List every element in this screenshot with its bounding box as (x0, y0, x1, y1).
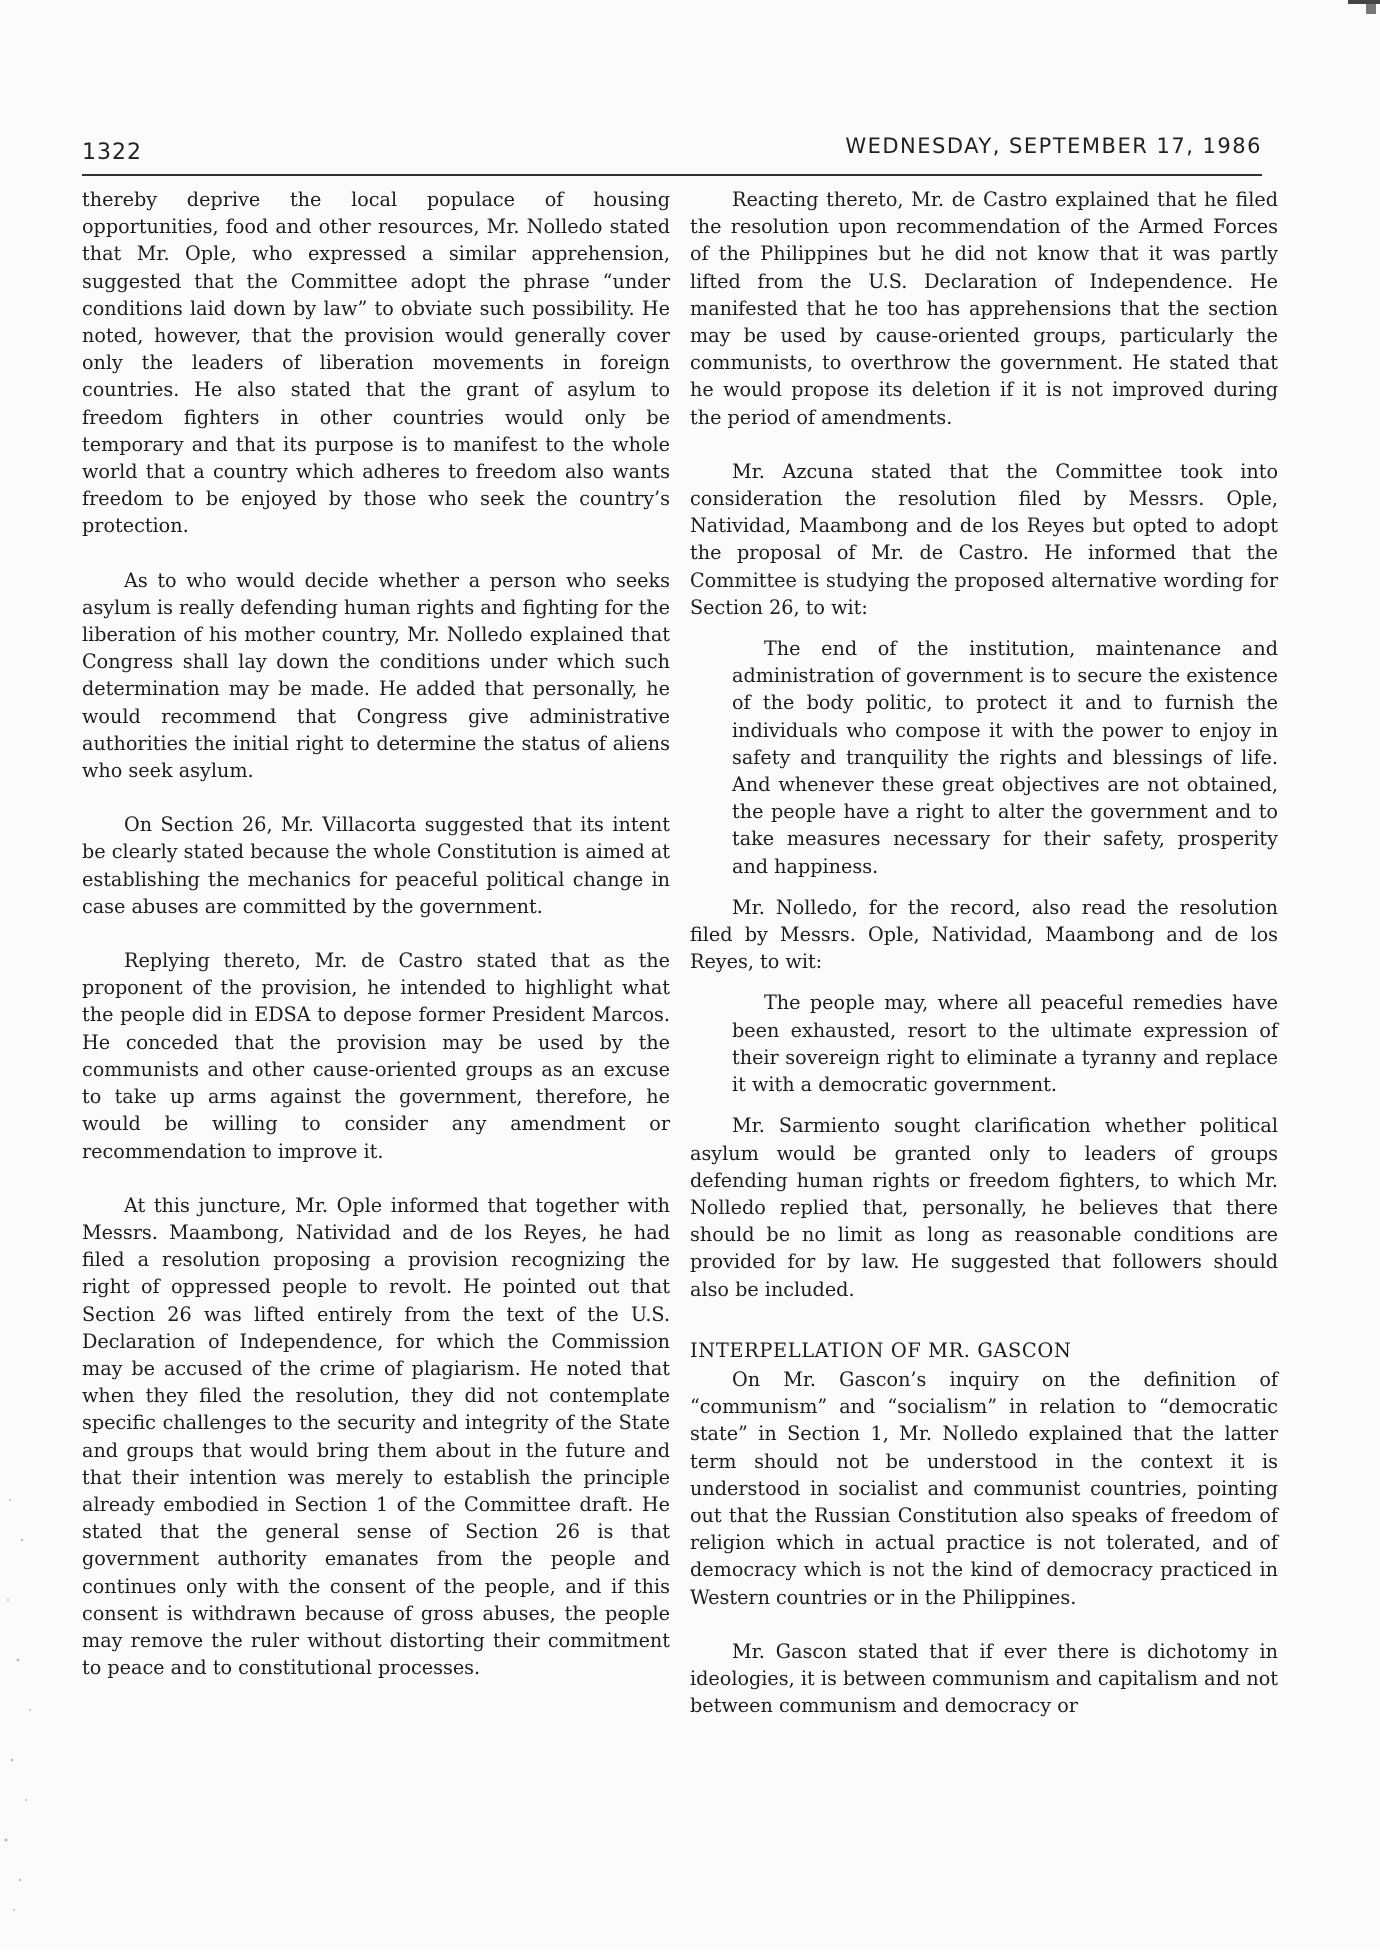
paragraph: Reacting thereto, Mr. de Castro explained that he filed the resolution upon recommendation of the Armed Forces of the Philippines but he did not know that it was partly lifted from the U.S. Declaration of Independence. He manifested that he too has apprehensions that the section may be used by cause-oriented groups, particularly the communists, to overthrow the government. He stated that he would propose its deletion if it is not improved during the period of amendments. (690, 188, 1278, 429)
page-date: WEDNESDAY, SEPTEMBER 17, 1986 (845, 134, 1262, 158)
paragraph: Mr. Azcuna stated that the Committee took into consideration the resolution filed by Messrs. Ople, Natividad, Maambong and de los Reyes but opted to adopt the proposal of Mr. de Castro. He informed that the Committee is studying the proposed alternative wording for Section 26, to wit: (690, 459, 1278, 619)
paragraph: thereby deprive the local populace of housing opportunities, food and other resources, Mr. Nolledo stated that Mr. Ople, who expressed a similar apprehension, suggested that the Committee adopt the phrase “under conditions laid down by law” to obviate such possibility. He noted, however, that the provision would generally cover only the leaders of liberation movements in foreign countries. He also stated that the grant of asylum to freedom fighters in other countries would only be temporary and that its purpose is to manifest to the whole world that a country which adheres to freedom also wants freedom to be enjoyed by those who seek the country’s protection. (82, 188, 670, 538)
paragraph: On Section 26, Mr. Villacorta suggested that its intent be clearly stated because the whole Constitution is aimed at establishing the mechanics for peaceful political change in case abuses are committed by the government. (82, 813, 670, 918)
block-quote: The people may, where all peaceful remedies have been exhausted, resort to the ultimate expression of their sovereign right to eliminate a tyranny and replace it with a democratic government. (732, 991, 1278, 1097)
paragraph: On Mr. Gascon’s inquiry on the definition of “communism” and “socialism” in relation to “democratic state” in Section 1, Mr. Nolledo explained that the latter term should not be understood in the context it is understood in socialist and communist countries, pointing out that the Russian Constitution also speaks of freedom of religion which in actual practice is not tolerated, and of democracy which is not the kind of democracy practiced in Western countries or in the Philippines. (690, 1367, 1278, 1609)
section-heading: INTERPELLATION OF MR. GASCON (690, 1338, 1072, 1362)
block-quote: The end of the institution, maintenance and administration of government is to secure the existence of the body politic, to protect it and to furnish the individuals who compose it with the power to enjoy in safety and tranquility the rights and blessings of life. And whenever these great objectives are not obtained, the people have a right to alter the government and to take measures necessary for their safety, prosperity and happiness. (732, 637, 1278, 878)
page-number: 1322 (82, 140, 142, 165)
left-column (82, 186, 670, 1708)
scan-corner-mark (1340, 0, 1380, 30)
right-column (690, 186, 1278, 1746)
paragraph: At this juncture, Mr. Ople informed that together with Messrs. Maambong, Natividad and de los Reyes, he had filed a resolution proposing a provision recognizing the right of oppressed people to revolt. He pointed out that Section 26 was lifted entirely from the text of the U.S. Declaration of Independence, for which the Commission may be accused of the crime of plagiarism. He noted that when they filed the resolution, they did not contemplate specific challenges to the security and integrity of the State and groups that would bring them about in the future and that their intention was merely to establish the principle already embodied in Section 1 of the Committee draft. He stated that the general sense of Section 26 is that government authority emanates from the people and continues only with the consent of the people, and if this consent is withdrawn because of gross abuses, the people may remove the ruler without distorting their commitment to peace and to constitutional processes. (82, 1193, 670, 1680)
page-header (82, 130, 1262, 170)
paragraph: Replying thereto, Mr. de Castro stated that as the proponent of the provision, he intended to highlight what the people did in EDSA to depose former President Marcos. He conceded that the provision may be used by the communists and other cause-oriented groups as an excuse to take up arms against the government, therefore, he would be willing to consider any amendment or recommendation to improve it. (82, 949, 670, 1163)
scan-margin-noise (0, 0, 40, 1950)
paragraph: Mr. Gascon stated that if ever there is dichotomy in ideologies, it is between communism and capitalism and not between communism and democracy or (690, 1639, 1278, 1718)
paragraph: As to who would decide whether a person who seeks asylum is really defending human rights and fighting for the liberation of his mother country, Mr. Nolledo explained that Congress shall lay down the conditions under which such determination may be made. He added that personally, he would recommend that Congress give administrative authorities the initial right to determine the status of aliens who seek asylum. (82, 568, 670, 783)
paragraph: Mr. Nolledo, for the record, also read the resolution filed by Messrs. Ople, Natividad, Maambong and de los Reyes, to wit: (690, 895, 1278, 974)
paragraph: Mr. Sarmiento sought clarification whether political asylum would be granted only to leaders of groups defending human rights or freedom fighters, to which Mr. Nolledo replied that, personally, he believes that there should be no limit as long as reasonable conditions are provided for by law. He suggested that followers should also be included. (690, 1114, 1278, 1301)
header-rule (82, 174, 1262, 176)
